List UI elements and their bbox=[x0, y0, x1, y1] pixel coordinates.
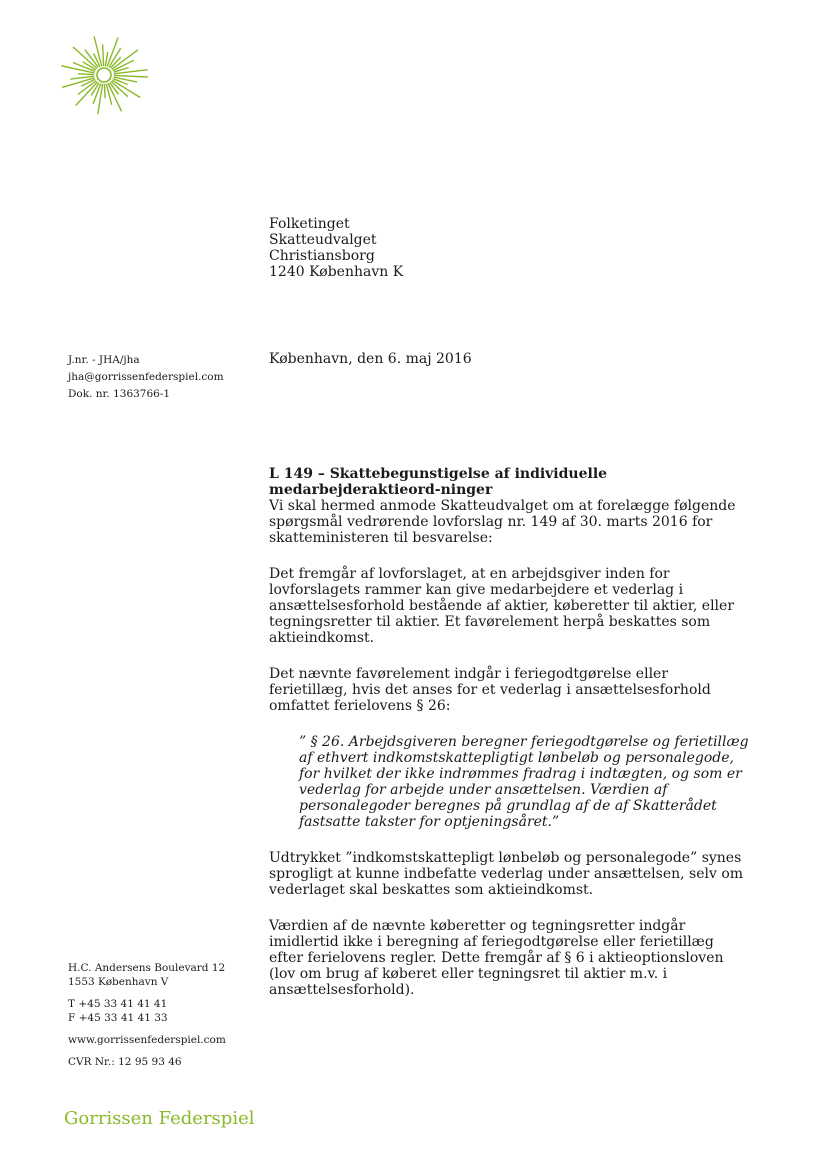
footer-contact bbox=[68, 961, 226, 1077]
recipient-line: 1240 København K bbox=[269, 264, 404, 280]
document-number: Dok. nr. 1363766-1 bbox=[68, 388, 171, 400]
paragraph: Værdien af de nævnte køberetter og tegningsretter indgår imidlertid ikke i beregning af feriegodtgørelse eller ferietillæg efter ferielovens regler. Dette fremgår af § 6 i aktieoptionsloven (lov om brug af køberet eller tegningsret til aktier m.v. i ansættelsesforhold). bbox=[269, 918, 724, 998]
recipient-line: Skatteudvalget bbox=[269, 232, 377, 248]
recipient-line: Folketinget bbox=[269, 216, 350, 232]
footer-street: H.C. Andersens Boulevard 12 bbox=[68, 962, 226, 974]
footer-fax: F +45 33 41 41 33 bbox=[68, 1012, 168, 1024]
recipient-address bbox=[269, 216, 403, 280]
letter-date: København, den 6. maj 2016 bbox=[269, 351, 472, 367]
reference-block bbox=[68, 352, 224, 403]
paragraph: Vi skal hermed anmode Skatteudvalget om at forelægge følgende spørgsmål vedrørende lovforslag nr. 149 af 30. marts 2016 for skatteministeren til besvarelse: bbox=[269, 498, 736, 546]
sunburst-logo-icon bbox=[50, 30, 158, 120]
footer-website[interactable]: www.gorrissenfederspiel.com bbox=[68, 1034, 226, 1046]
brand-name: Gorrissen Federspiel bbox=[64, 1108, 255, 1129]
journal-number: J.nr. - JHA/jha bbox=[68, 354, 140, 366]
sender-email[interactable]: jha@gorrissenfederspiel.com bbox=[68, 371, 224, 383]
paragraph: Det nævnte favørelement indgår i feriegodtgørelse eller ferietillæg, hvis det anses for et vederlag i ansættelsesforhold omfattet ferielovens § 26: bbox=[269, 666, 711, 714]
footer-cvr: CVR Nr.: 12 95 93 46 bbox=[68, 1056, 182, 1068]
paragraph: Udtrykket ”indkomstskattepligt lønbeløb og personalegode” synes sprogligt at kunne indbefatte vederlag under ansættelsen, selv om vederlaget skal beskattes som aktieindkomst. bbox=[269, 850, 744, 898]
recipient-line: Christiansborg bbox=[269, 248, 375, 264]
footer-city: 1553 København V bbox=[68, 976, 169, 988]
paragraph: Det fremgår af lovforslaget, at en arbejdsgiver inden for lovforslagets rammer kan give medarbejdere et vederlag i ansættelsesforhold bestående af aktier, køberetter til aktier, eller tegningsretter til aktier. Et favørelement herpå beskattes som aktieindkomst. bbox=[269, 566, 735, 646]
letter-title: L 149 – Skattebegunstigelse af individuelle medarbejderaktieord-ninger bbox=[269, 466, 608, 498]
footer-phone: T +45 33 41 41 41 bbox=[68, 998, 168, 1010]
law-quote: ” § 26. Arbejdsgiveren beregner feriegodtgørelse og ferietillæg af ethvert indkomstskattepligtigt lønbeløb og personalegode, for hvilket der ikke indrømmes fradrag i indtægten, og som er vederlag for arbejde under ansættelsen. Værdien af personalegoder beregnes på grundlag af de af Skatterådet fastsatte takster for optjeningsåret.” bbox=[299, 734, 749, 830]
letter-body bbox=[269, 466, 749, 1018]
